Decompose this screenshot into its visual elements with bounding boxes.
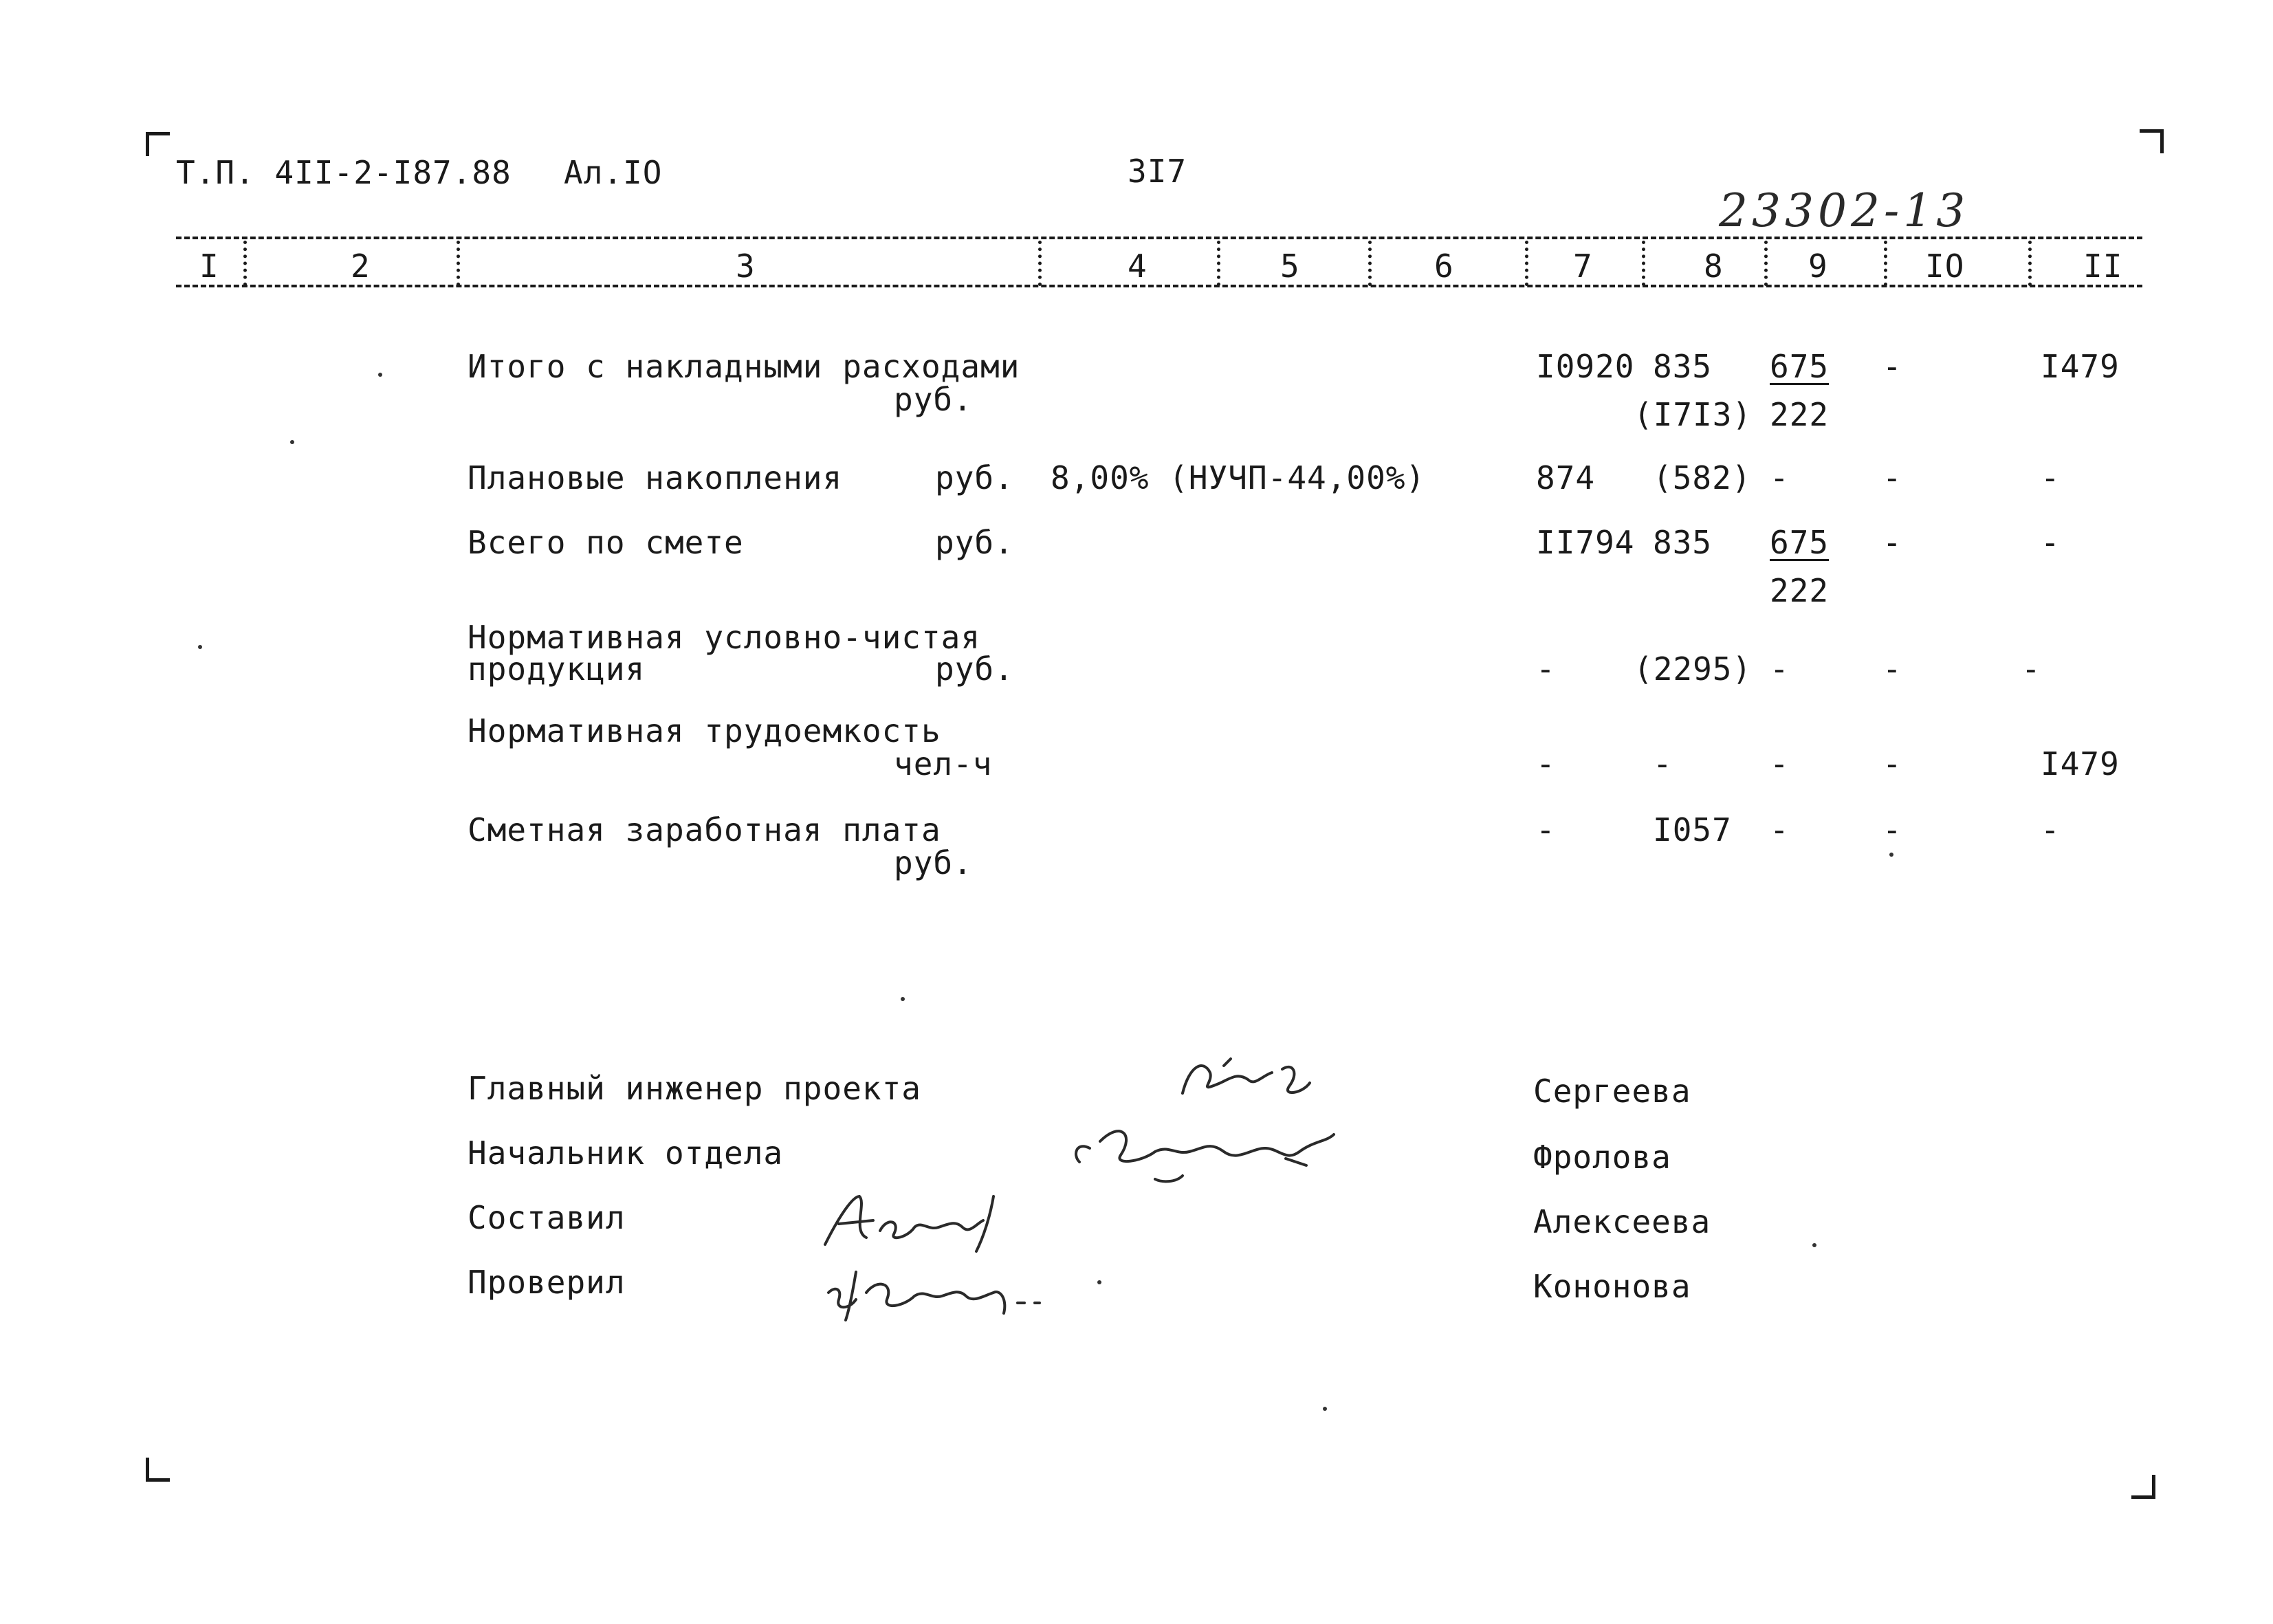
header-rule-top <box>176 237 2142 239</box>
cell-col9: - <box>1770 459 1790 496</box>
column-separator <box>457 241 460 286</box>
column-header-8: 8 <box>1704 248 1724 285</box>
row-note: 8,00% (НУЧП-44,00%) <box>1051 459 1426 496</box>
handwritten-number: 23302-13 <box>1719 184 1970 237</box>
cell-col10: - <box>1882 811 1902 848</box>
row-label: Нормативная условно-чистая <box>468 619 981 656</box>
row-label: Итого с накладными расходами <box>468 348 1020 385</box>
cell-col8: (2295) <box>1634 650 1753 688</box>
cell-col8-sub: (I7I3) <box>1634 396 1753 433</box>
column-header-11: II <box>2083 248 2123 285</box>
cell-col11: I479 <box>2041 745 2120 782</box>
handwritten-signature <box>1155 1045 1334 1121</box>
signature-name: Сергеева <box>1533 1073 1691 1110</box>
cell-col10: - <box>1882 459 1902 496</box>
cell-col7: II794 <box>1536 524 1635 561</box>
cell-col7: 874 <box>1536 459 1596 496</box>
cell-col10: - <box>1882 650 1902 688</box>
row-unit: руб. <box>894 844 973 881</box>
handwritten-signature <box>1059 1114 1361 1196</box>
column-separator <box>1884 241 1887 286</box>
signature-role: Проверил <box>468 1264 626 1301</box>
row-label: Сметная заработная плата <box>468 811 941 848</box>
column-header-6: 6 <box>1434 248 1454 285</box>
column-header-10: IO <box>1925 248 1965 285</box>
cell-col7: - <box>1536 745 1556 782</box>
header-rule-bottom <box>176 285 2142 287</box>
scan-speck <box>901 997 905 1001</box>
cell-col11: I479 <box>2041 348 2120 385</box>
column-separator <box>1642 241 1645 286</box>
row-label-line2: продукция <box>468 650 646 688</box>
cell-col7: - <box>1536 811 1556 848</box>
column-separator <box>1368 241 1372 286</box>
row-label: Нормативная трудоемкость <box>468 712 941 749</box>
column-header-9: 9 <box>1808 248 1828 285</box>
cell-col7: I0920 <box>1536 348 1635 385</box>
signature-name: Кононова <box>1533 1268 1691 1305</box>
signature-role: Составил <box>468 1199 626 1236</box>
signature-name: Алексеева <box>1533 1203 1711 1240</box>
column-separator <box>1764 241 1768 286</box>
corner-mark-top-left <box>146 132 170 156</box>
corner-mark-bottom-left <box>146 1458 170 1482</box>
column-header-1: I <box>199 248 219 285</box>
cell-col7: - <box>1536 650 1556 688</box>
cell-col10: - <box>1882 348 1902 385</box>
column-header-3: 3 <box>736 248 756 285</box>
scan-speck <box>1889 853 1893 857</box>
column-separator <box>2028 241 2032 286</box>
row-label: Плановые накопления <box>468 459 843 496</box>
handwritten-signature <box>811 1183 1031 1258</box>
handwritten-signature <box>818 1251 1052 1327</box>
cell-col9-sub: 222 <box>1770 396 1830 433</box>
cell-col9: 675 <box>1770 348 1830 385</box>
row-unit: руб. <box>935 524 1014 561</box>
cell-col9: - <box>1770 811 1790 848</box>
cell-col9: - <box>1770 745 1790 782</box>
cell-col11: - <box>2021 650 2041 688</box>
scan-speck <box>1323 1407 1327 1411</box>
cell-col8: (582) <box>1653 459 1752 496</box>
document-code: Т.П. 4II-2-I87.88 <box>176 154 512 191</box>
row-unit: чел-ч <box>894 745 993 782</box>
cell-col8: I057 <box>1653 811 1732 848</box>
column-separator <box>243 241 247 286</box>
cell-col9: - <box>1770 650 1790 688</box>
cell-col10: - <box>1882 524 1902 561</box>
cell-col8: 835 <box>1653 524 1713 561</box>
signature-name: Фролова <box>1533 1139 1671 1176</box>
cell-col10: - <box>1882 745 1902 782</box>
row-unit: руб. <box>935 650 1014 688</box>
scan-speck <box>1812 1243 1816 1247</box>
corner-mark-top-right <box>2140 129 2164 153</box>
row-unit: руб. <box>935 459 1014 496</box>
column-header-7: 7 <box>1573 248 1593 285</box>
column-separator <box>1525 241 1528 286</box>
column-separator <box>1217 241 1220 286</box>
column-header-5: 5 <box>1280 248 1300 285</box>
scan-speck <box>198 645 202 649</box>
cell-col11: - <box>2041 459 2061 496</box>
row-label: Всего по смете <box>468 524 744 561</box>
signature-role: Начальник отдела <box>468 1134 784 1172</box>
row-unit: руб. <box>894 381 973 418</box>
cell-col9-sub: 222 <box>1770 572 1830 609</box>
cell-col11: - <box>2041 811 2061 848</box>
cell-col8: - <box>1653 745 1673 782</box>
scan-speck <box>378 373 382 377</box>
cell-col11: - <box>2041 524 2061 561</box>
cell-col9: 675 <box>1770 524 1830 561</box>
album-number: Ал.IO <box>564 154 663 191</box>
corner-mark-bottom-right <box>2131 1475 2155 1499</box>
scan-speck <box>290 440 294 444</box>
column-header-4: 4 <box>1128 248 1148 285</box>
cell-col8: 835 <box>1653 348 1713 385</box>
signature-role: Главный инженер проекта <box>468 1070 921 1107</box>
column-header-2: 2 <box>351 248 371 285</box>
page-number: 3I7 <box>1128 153 1187 190</box>
column-separator <box>1038 241 1042 286</box>
scan-speck <box>1097 1280 1101 1284</box>
